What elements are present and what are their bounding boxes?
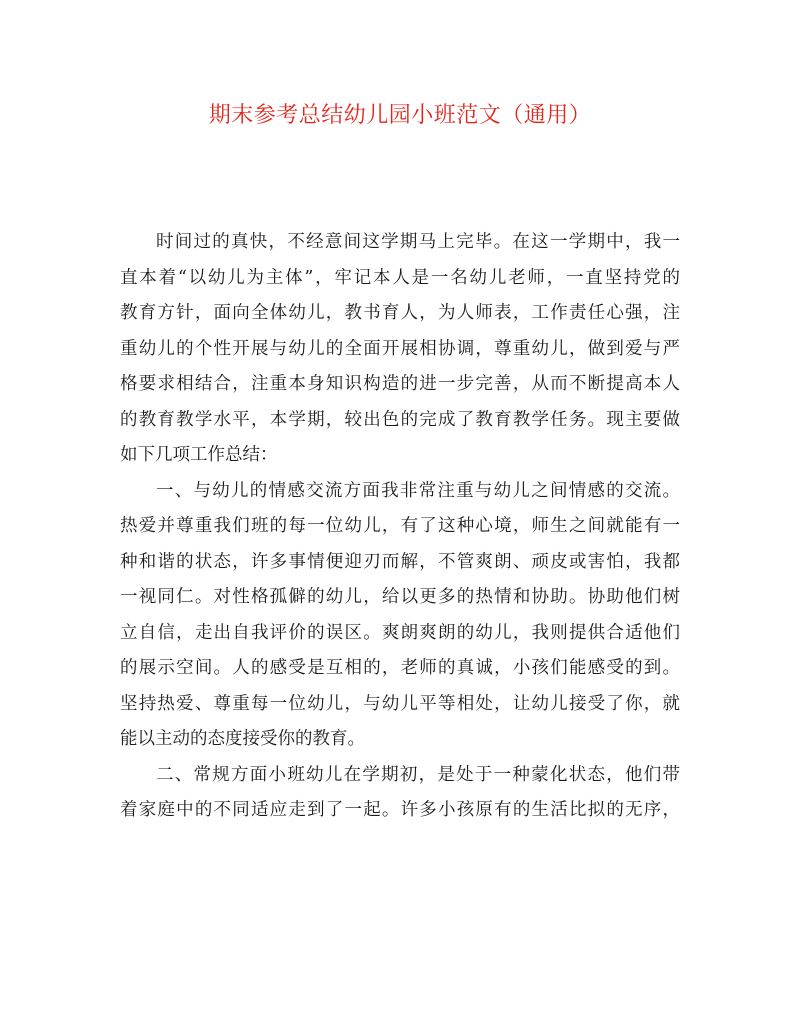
document-title: 期末参考总结幼儿园小班范文（通用） bbox=[208, 103, 592, 128]
document-body bbox=[120, 225, 680, 829]
paragraph-line: 直本着“以幼儿为主体”，牢记本人是一名幼儿老师，一直坚持党的 bbox=[120, 267, 680, 288]
paragraph-line: 一、与幼儿的情感交流方面我非常注重与幼儿之间情感的交流。 bbox=[156, 480, 680, 501]
paragraph-line: 热爱并尊重我们班的每一位幼儿，有了这种心境，师生之间就能有一 bbox=[120, 516, 680, 536]
paragraph-line: 的教育教学水平，本学期，较出色的完成了教育教学任务。现主要做 bbox=[120, 409, 680, 430]
paragraph-line: 的展示空间。人的感受是互相的，老师的真诚，小孩们能感受的到。 bbox=[120, 658, 680, 678]
paragraph-line: 一视同仁。对性格孤僻的幼儿，给以更多的热情和协助。协助他们树 bbox=[120, 587, 680, 607]
paragraph-line: 教育方针，面向全体幼儿，教书育人，为人师表，工作责任心强，注 bbox=[120, 303, 680, 323]
paragraph-line: 二、常规方面小班幼儿在学期初，是处于一种蒙化状态，他们带 bbox=[156, 764, 680, 785]
paragraph-line: 重幼儿的个性开展与幼儿的全面开展相协调，尊重幼儿，做到爱与严 bbox=[120, 338, 680, 359]
paragraph-2 bbox=[120, 474, 680, 758]
paragraph-line: 如下几项工作总结： bbox=[120, 445, 278, 465]
paragraph-1 bbox=[120, 225, 680, 474]
paragraph-line: 着家庭中的不同适应走到了一起。许多小孩原有的生活比拟的无序， bbox=[120, 800, 680, 820]
paragraph-line: 坚持热爱、尊重每一位幼儿，与幼儿平等相处，让幼儿接受了你，就 bbox=[120, 693, 680, 714]
paragraph-line: 格要求相结合，注重本身知识构造的进一步完善，从而不断提高本人 bbox=[120, 374, 680, 394]
paragraph-line: 种和谐的状态，许多事情便迎刃而解，不管爽朗、顽皮或害怕，我都 bbox=[120, 551, 680, 572]
paragraph-3 bbox=[120, 758, 680, 829]
paragraph-line: 立自信，走出自我评价的误区。爽朗爽朗的幼儿，我则提供合适他们 bbox=[120, 622, 680, 643]
paragraph-line: 时间过的真快，不经意间这学期马上完毕。在这一学期中，我一 bbox=[156, 232, 680, 252]
paragraph-line: 能以主动的态度接受你的教育。 bbox=[120, 729, 365, 749]
